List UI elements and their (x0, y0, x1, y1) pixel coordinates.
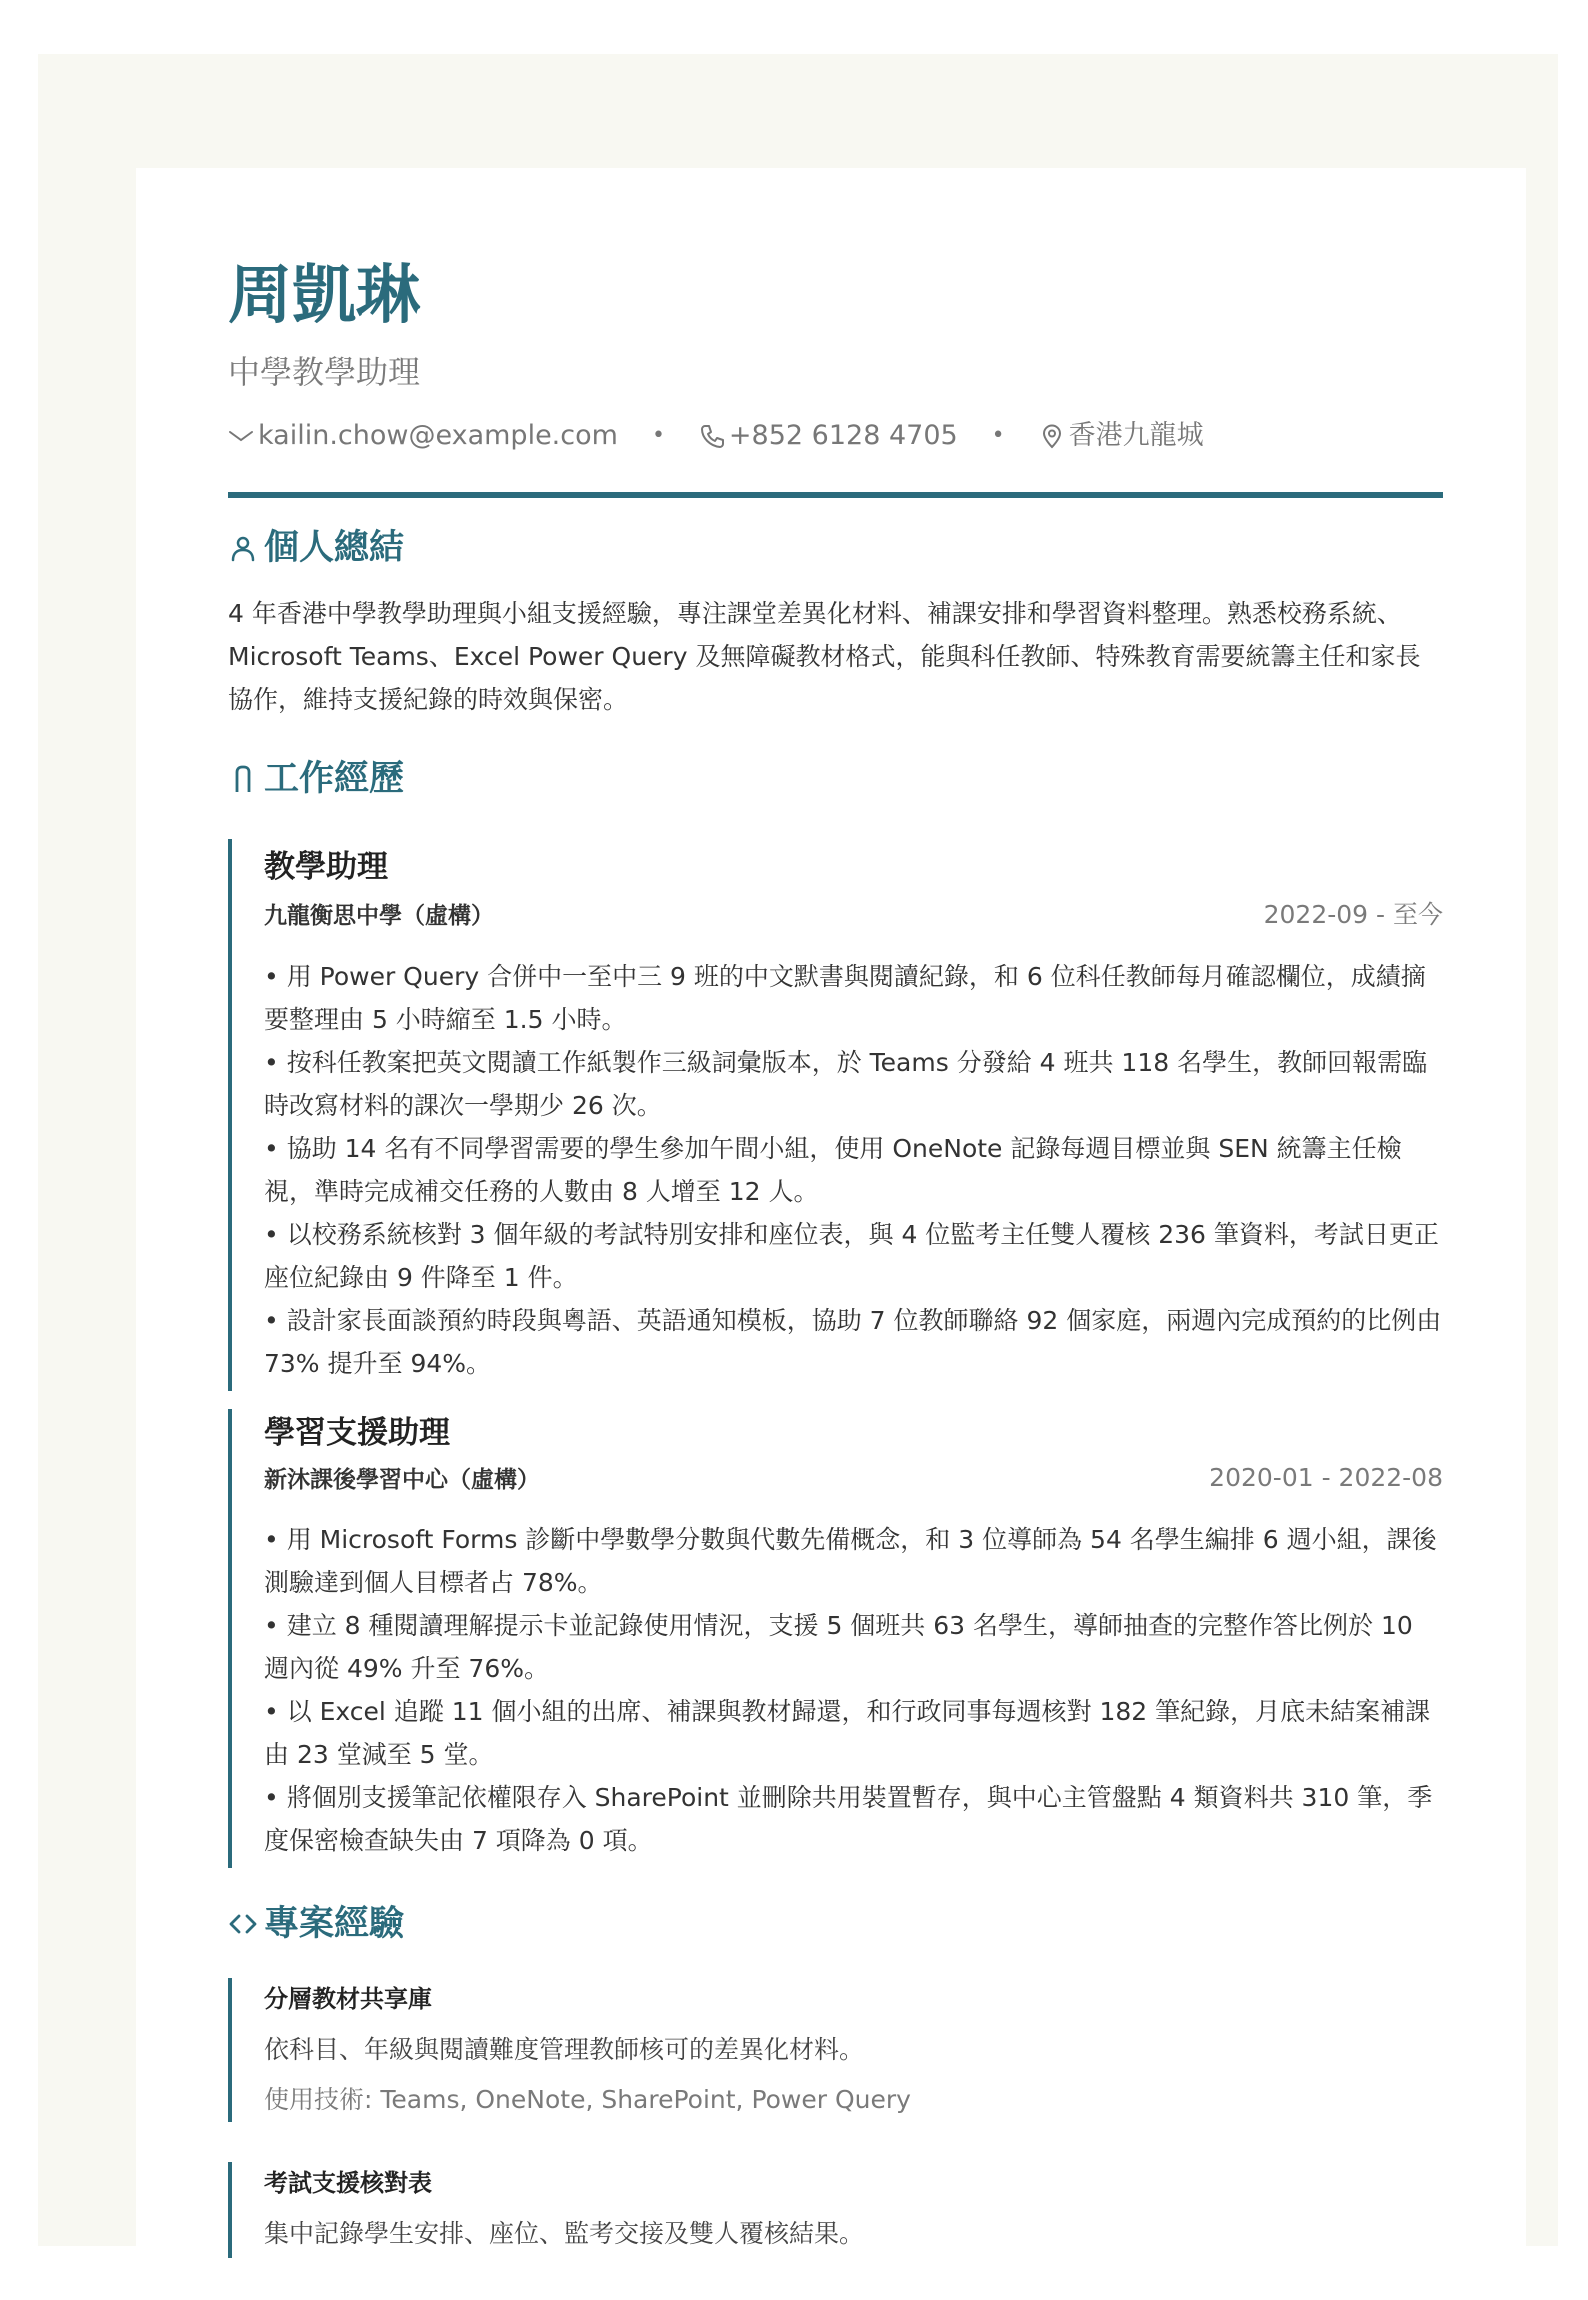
job-entry (228, 839, 1443, 1391)
candidate-name: 周凱琳 (228, 259, 420, 333)
resume-page (136, 168, 1526, 2300)
job-entry (228, 1409, 1443, 1868)
summary-text: 4 年香港中學教學助理與小組支援經驗，專注課堂差異化材料、補課安排和學習資料整理。熟悉校務系統、Microsoft Teams、Excel Power Query 及無障礙教材格式，能與科任教師、特殊教育需要統籌主任和家長協作，維持支援紀錄的時效與保密。 (228, 599, 1421, 714)
job-organization: 新沐課後學習中心（虛構） (264, 1467, 540, 1493)
phone-text: +852 6128 4705 (728, 420, 958, 451)
page-background (38, 54, 1558, 2246)
contact-email[interactable] (228, 418, 618, 454)
bullet-item: • 將個別支援筆記依權限存入 SharePoint 並刪除共用裝置暫存，與中心主管盤點 4 類資料共 310 筆，季度保密檢查缺失由 7 項降為 0 項。 (264, 1783, 1433, 1855)
job-target-title: 中學教學助理 (228, 353, 421, 391)
email-text: kailin.chow@example.com (258, 420, 618, 451)
bullet-item: • 以 Excel 追蹤 11 個小組的出席、補課與教材歸還，和行政同事每週核對 182 筆紀錄，月底未結案補課由 23 堂減至 5 堂。 (264, 1697, 1431, 1769)
person-icon (228, 533, 258, 563)
work-heading: 工作經歷 (264, 759, 405, 799)
job-meta (264, 895, 1443, 931)
bullet-item: • 用 Power Query 合併中一至中三 9 班的中文默書與閱讀紀錄，和 6 位科任教師每月確認欄位，成績摘要整理由 5 小時縮至 1.5 小時。 (264, 962, 1426, 1034)
job-bullets (264, 1518, 1443, 1862)
bullet-item: • 建立 8 種閱讀理解提示卡並記錄使用情況，支援 5 個班共 63 名學生，導師抽查的完整作答比例於 10 週內從 49% 升至 76%。 (264, 1611, 1413, 1683)
project-description: 集中記錄學生安排、座位、監考交接及雙人覆核結果。 (264, 2219, 865, 2248)
contact-separator: • (991, 423, 1005, 448)
location-text: 香港九龍城 (1068, 420, 1204, 451)
resume-content (228, 258, 1443, 2258)
project-title: 分層教材共享庫 (264, 1985, 432, 2013)
bullet-item: • 協助 14 名有不同學習需要的學生參加午間小組，使用 OneNote 記錄每週目標並與 SEN 統籌主任檢視，準時完成補交任務的人數由 8 人增至 12 人。 (264, 1134, 1402, 1206)
project-title: 考試支援核對表 (264, 2169, 432, 2197)
section-title-projects (228, 1902, 1443, 1946)
job-organization: 九龍衡思中學（虛構） (264, 902, 494, 929)
bullet-item: • 以校務系統核對 3 個年級的考試特別安排和座位表，與 4 位監考主任雙人覆核 236 筆資料，考試日更正座位紀錄由 9 件降至 1 件。 (264, 1220, 1439, 1292)
job-title: 學習支援助理 (264, 1415, 450, 1451)
project-entry (228, 2162, 1443, 2258)
job-date: 2020-01 - 2022-08 (1209, 1463, 1443, 1492)
job-bullets (264, 955, 1443, 1385)
section-title-summary (228, 526, 1443, 570)
contact-phone[interactable] (699, 418, 958, 454)
bullet-item: • 設計家長面談預約時段與粵語、英語通知模板，協助 7 位教師聯絡 92 個家庭，兩週內完成預約的比例由 73% 提升至 94%。 (264, 1306, 1442, 1378)
job-meta (264, 1461, 1443, 1494)
code-icon (228, 1909, 258, 1939)
bullet-item: • 用 Microsoft Forms 診斷中學數學分數與代數先備概念，和 3 位導師為 54 名學生編排 6 週小組，課後測驗達到個人目標者占 78%。 (264, 1525, 1437, 1597)
briefcase-icon (228, 764, 258, 794)
bullet-item: • 按科任教案把英文閱讀工作紙製作三級詞彙版本，於 Teams 分發給 4 班共 118 名學生，教師回報需臨時改寫材料的課次一學期少 26 次。 (264, 1048, 1428, 1120)
project-entry (228, 1978, 1443, 2122)
contact-separator: • (651, 423, 665, 448)
project-description: 依科目、年級與閱讀難度管理教師核可的差異化材料。 (264, 2035, 865, 2064)
project-tech: 使用技術: Teams, OneNote, SharePoint, Power Query (264, 2085, 911, 2114)
header-divider (228, 492, 1443, 498)
summary-heading: 個人總結 (264, 528, 405, 568)
phone-icon (699, 423, 725, 449)
job-title: 教學助理 (264, 849, 388, 885)
section-title-work (228, 757, 1443, 801)
job-date: 2022-09 - 至今 (1263, 900, 1443, 929)
projects-heading: 專案經驗 (264, 1904, 405, 1944)
email-icon (228, 423, 254, 449)
location-icon (1039, 423, 1065, 449)
contact-location (1039, 418, 1204, 454)
contact-row (228, 418, 1443, 454)
